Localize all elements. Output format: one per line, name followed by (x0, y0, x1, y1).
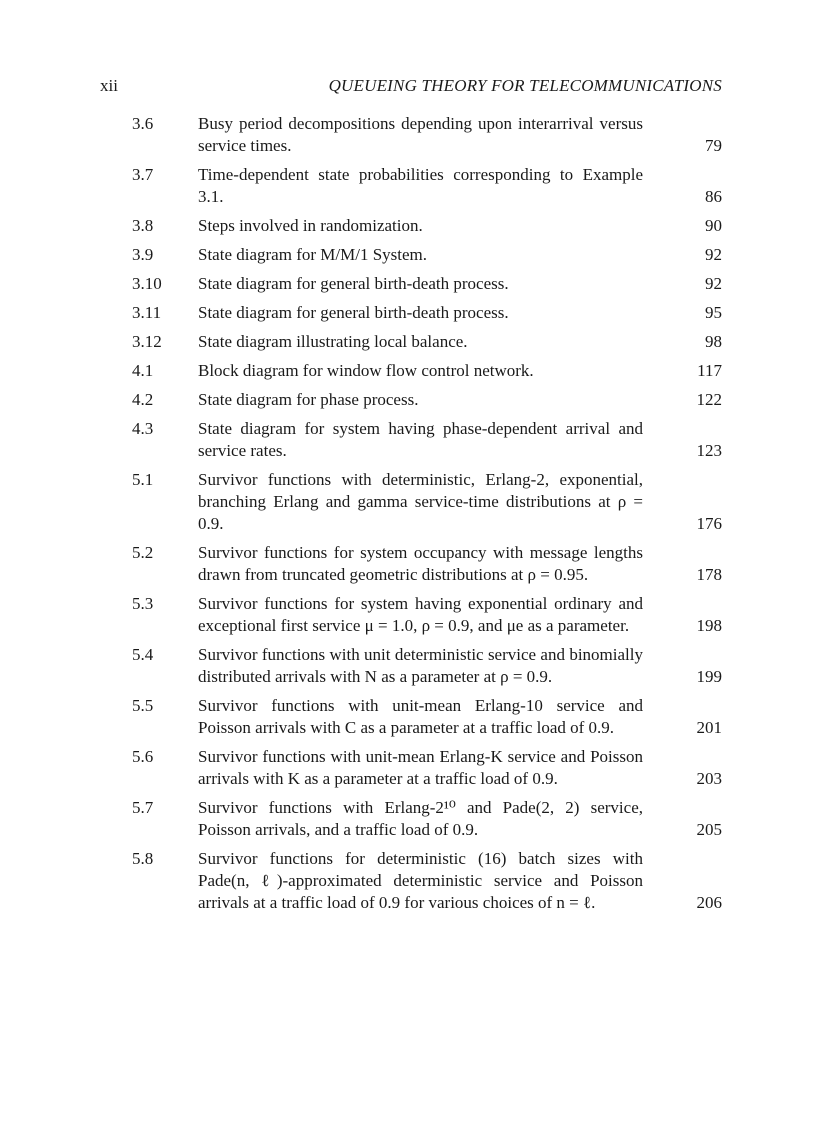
page-number-roman: xii (100, 76, 118, 95)
list-item (132, 331, 722, 353)
figure-caption: Busy period decompositions depending upon interarrival versus service times. (198, 114, 643, 155)
figure-caption: Survivor functions with deterministic, Erlang-2, exponential, branching Erlang and gamma service-time distributions at ρ = 0.9. (198, 470, 643, 533)
figure-caption: State diagram illustrating local balance. (198, 332, 468, 351)
figure-number: 3.12 (132, 332, 162, 351)
list-item (132, 746, 722, 790)
page-number: 203 (696, 769, 722, 788)
page-number: 122 (696, 390, 722, 409)
figure-caption: Block diagram for window flow control network. (198, 361, 534, 380)
page-number: 79 (705, 136, 722, 155)
figure-caption: Survivor functions for system occupancy with message lengths drawn from truncated geometric distributions at ρ = 0.95. (198, 543, 643, 584)
page-number: 98 (705, 332, 722, 351)
page-number: 206 (696, 893, 722, 912)
list-item (132, 848, 722, 914)
figure-number: 5.4 (132, 645, 154, 664)
page-number: 178 (696, 565, 722, 584)
page-number: 92 (705, 274, 722, 293)
figure-caption: State diagram for phase process. (198, 390, 419, 409)
list-item (132, 644, 722, 688)
figure-caption: State diagram for system having phase-dependent arrival and service rates. (198, 419, 643, 460)
page-number: 201 (696, 718, 722, 737)
figure-caption: State diagram for general birth-death process. (198, 303, 509, 322)
figure-number: 3.9 (132, 245, 154, 264)
page-number: 176 (696, 514, 722, 533)
page-number: 90 (705, 216, 722, 235)
list-item (132, 244, 722, 266)
figure-number: 5.8 (132, 849, 154, 868)
figure-number: 3.8 (132, 216, 154, 235)
list-item (132, 273, 722, 295)
figure-caption: Survivor functions for system having exponential ordinary and exceptional first service μ = 1.0, ρ = 0.9, and μe as a parameter. (198, 594, 643, 635)
figure-caption: State diagram for general birth-death process. (198, 274, 509, 293)
figure-caption: Survivor functions with Erlang-2¹⁰ and Pade(2, 2) service, Poisson arrivals, and a traffic load of 0.9. (198, 798, 643, 839)
figure-caption: State diagram for M/M/1 System. (198, 245, 428, 264)
list-item (132, 469, 722, 535)
figure-caption: Survivor functions for deterministic (16) batch sizes with Pade(n, ℓ)-approximated deterministic service and Poisson arrivals at a traffic load of 0.9 for various choices of n = ℓ. (198, 849, 643, 912)
page-number: 117 (697, 361, 722, 380)
list-item (132, 542, 722, 586)
figure-number: 3.10 (132, 274, 162, 293)
figure-number: 3.11 (132, 303, 162, 322)
page-number: 205 (696, 820, 722, 839)
figure-number: 4.3 (132, 419, 154, 438)
list-item (132, 797, 722, 841)
running-head: QUEUEING THEORY FOR TELECOMMUNICATIONS (328, 76, 722, 95)
figure-caption: Survivor functions with unit-mean Erlang-10 service and Poisson arrivals with C as a parameter at a traffic load of 0.9. (198, 696, 643, 737)
figure-number: 3.6 (132, 114, 154, 133)
list-item (132, 418, 722, 462)
page-number: 123 (696, 441, 722, 460)
page-number: 92 (705, 245, 722, 264)
figure-number: 5.2 (132, 543, 154, 562)
list-item (132, 113, 722, 157)
list-of-figures (132, 113, 722, 921)
list-item (132, 389, 722, 411)
page-number: 86 (705, 187, 722, 206)
figure-number: 3.7 (132, 165, 154, 184)
page-header (100, 74, 722, 98)
list-item (132, 695, 722, 739)
figure-caption: Survivor functions with unit-mean Erlang-K service and Poisson arrivals with K as a parameter at a traffic load of 0.9. (198, 747, 643, 788)
figure-number: 5.3 (132, 594, 154, 613)
figure-caption: Time-dependent state probabilities corresponding to Example 3.1. (198, 165, 643, 206)
figure-number: 5.5 (132, 696, 154, 715)
page-number: 198 (696, 616, 722, 635)
page-number: 95 (705, 303, 722, 322)
figure-number: 5.7 (132, 798, 154, 817)
figure-caption: Survivor functions with unit deterministic service and binomially distributed arrivals with N as a parameter at ρ = 0.9. (198, 645, 643, 686)
list-item (132, 164, 722, 208)
list-item (132, 360, 722, 382)
list-item (132, 593, 722, 637)
figure-caption: Steps involved in randomization. (198, 216, 423, 235)
figure-number: 4.2 (132, 390, 154, 409)
page-number: 199 (696, 667, 722, 686)
list-item (132, 302, 722, 324)
figure-number: 5.6 (132, 747, 154, 766)
figure-number: 5.1 (132, 470, 154, 489)
list-item (132, 215, 722, 237)
figure-number: 4.1 (132, 361, 154, 380)
